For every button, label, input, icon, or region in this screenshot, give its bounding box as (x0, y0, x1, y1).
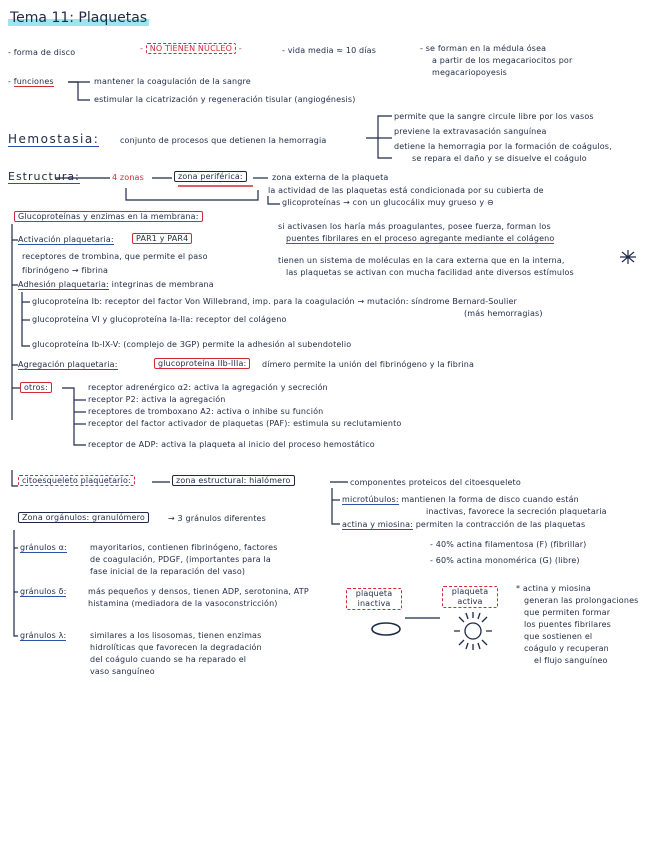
star-doodle (620, 250, 636, 264)
granulomero-text: Zona orgánulos: granulómero (18, 512, 149, 523)
zona-periferica-def: zona externa de la plaqueta (272, 173, 389, 182)
forma-text: forma de disco (13, 48, 76, 57)
alfa-3: fase inicial de la reparación del vaso) (90, 567, 246, 576)
formacion-line-3: megacariopoyesis (432, 68, 507, 77)
gp-item-2: glucoproteína VI y glucoproteína Ia-IIa: receptor del colágeno (32, 315, 287, 324)
granulomero-box (18, 513, 149, 523)
formacion-line-1: - se forman en la médula ósea (420, 44, 547, 53)
microtubulos-text-2: inactivas, favorece la secreción plaquetaria (426, 507, 607, 516)
gp-item-1: glucoproteína Ib: receptor del factor Von Willebrand, imp. para la coagulación → mutación: síndrome Bernard-Soulier (32, 297, 517, 306)
actina-label: actina y miosina: (342, 520, 413, 529)
lambda-4: vaso sanguíneo (90, 667, 155, 676)
estructura-note-6: las plaquetas se activan con mucha facilidad ante diversos estímulos (286, 268, 574, 277)
funciones-text: funciones (13, 77, 54, 86)
activacion-text-2: fibrinógeno → fibrina (22, 266, 109, 275)
hemostasia-item-2: previene la extravasación sanguínea (394, 127, 547, 136)
hemostasia-item-1: permite que la sangre circule libre por los vasos (394, 112, 594, 121)
page-title (8, 10, 149, 26)
adhesion-label (18, 280, 214, 290)
agregacion-label (18, 360, 118, 370)
estructura-note-4-text: puentes fibrilares en el proceso agregante mediante el colágeno (286, 234, 555, 243)
lambda-3: del coágulo cuando se ha reparado el (90, 655, 247, 664)
activacion-text: Activación plaquetaria: (18, 235, 114, 244)
actina-2-text: 60% actina monomérica (G) (libre) (435, 556, 580, 565)
activacion-box-text: PAR1 y PAR4 (132, 233, 192, 244)
zona-periferica (174, 172, 247, 182)
lambda-label (20, 631, 66, 641)
estructura-note-2: glicoproteínas → con un glucocálix muy grueso y ⊖ (282, 198, 494, 207)
granulos-def-text: 3 gránulos diferentes (177, 514, 266, 523)
platelet-note-6: coágulo y recuperan (524, 644, 609, 653)
citoesqueleto-def: componentes proteicos del citoesqueleto (350, 478, 521, 487)
delta-2: histamina (mediadora de la vasoconstricción) (88, 599, 278, 608)
actina-1: - 40% actina filamentosa (F) (fibrillar) (430, 540, 587, 549)
alfa-label (20, 543, 67, 553)
platelet-note-2: generan las prolongaciones (524, 596, 639, 605)
agregacion-box (154, 359, 250, 369)
formacion-line-2: a partir de los megacariocitos por (432, 56, 573, 65)
gp-item-3: glucoproteína Ib-IX-V: (complejo de 3GP) permite la adhesión al subendotelio (32, 340, 352, 349)
estructura-label (8, 170, 80, 183)
activacion-text-1: receptores de trombina, que permite el paso (22, 252, 208, 261)
platelet-note-3: que permiten formar (524, 608, 611, 617)
no-nucleo-text: NO TIENEN NÚCLEO (146, 43, 236, 54)
activacion-box (132, 234, 192, 244)
alfa-2: de coagulación, PDGF, (importantes para la (90, 555, 271, 564)
otros-item-5: receptor de ADP: activa la plaqueta al inicio del proceso hemostático (88, 440, 375, 449)
platelet-note-4: los puentes fibrilares (524, 620, 611, 629)
estructura-note-3: si activasen los haría más proagulantes, posee fuerza, forman los (278, 222, 551, 231)
hemostasia-item-3: detiene la hemorragia por la formación de coágulos, (394, 142, 612, 151)
zona-periferica-text: zona periférica: (174, 171, 247, 182)
actina-def: permiten la contracción de las plaquetas (415, 520, 586, 529)
cuatro-zonas: 4 zonas (112, 173, 144, 182)
formacion-text-1: se forman en la médula ósea (425, 44, 547, 53)
vida-media: - vida media ≈ 10 días (282, 46, 377, 55)
plaqueta-inactiva-text: plaqueta inactiva (346, 588, 402, 610)
title-text: Tema 11: Plaquetas (10, 10, 148, 26)
hemostasia-def: conjunto de procesos que detienen la hemorragia (120, 136, 327, 145)
forma-item: - forma de disco (8, 48, 76, 57)
delta-label (20, 587, 66, 597)
adhesion-def: integrinas de membrana (111, 280, 214, 289)
microtubulos-text-1: mantienen la forma de disco cuando están (401, 495, 579, 504)
agregacion-def: dímero permite la unión del fibrinógeno y la fibrina (262, 360, 475, 369)
granulos-def: → 3 gránulos diferentes (168, 514, 266, 523)
otros-label (20, 383, 52, 393)
delta-label-text: gránulos δ: (20, 587, 67, 596)
citoesqueleto-text: citoesqueleto plaquetario: (18, 475, 135, 486)
active-platelet-drawing (454, 612, 492, 650)
alfa-label-text: gránulos α: (20, 543, 67, 552)
agregacion-text: Agregación plaquetaria: (18, 360, 118, 369)
otros-item-4: receptor del factor activador de plaquetas (PAF): estimula su reclutamiento (88, 419, 402, 428)
funciones-label: - funciones (8, 77, 54, 86)
agregacion-box-text: glucoproteína IIb-IIIa: (154, 358, 250, 369)
funcion-2: estimular la cicatrización y regeneración tisular (angiogénesis) (94, 95, 356, 104)
actina (342, 520, 585, 530)
lambda-label-text: gránulos λ: (20, 631, 67, 640)
estructura-text: Estructura: (8, 170, 80, 183)
otros-item-3: receptores de tromboxano A2: activa o inhibe su función (88, 407, 324, 416)
adhesion-text: Adhesión plaquetaria: (18, 280, 109, 289)
no-nucleo-badge: - NO TIENEN NÚCLEO - (140, 44, 242, 53)
estructura-note-4 (286, 234, 554, 244)
funcion-1: mantener la coagulación de la sangre (94, 77, 251, 86)
platelet-note-5: que sostienen el (524, 632, 593, 641)
platelet-note-7: el flujo sanguíneo (534, 656, 608, 665)
plaqueta-activa-label (442, 586, 498, 608)
plaqueta-activa-text: plaqueta activa (442, 586, 498, 608)
vida-text: vida media ≈ 10 días (287, 46, 377, 55)
estructura-note-5: tienen un sistema de moléculas en la cara externa que en la interna, (278, 256, 565, 265)
activacion-label (18, 235, 114, 245)
inactive-platelet-drawing (372, 623, 400, 635)
microtubulos-label: microtúbulos: (342, 495, 399, 504)
actina-2: - 60% actina monomérica (G) (libre) (430, 556, 580, 565)
otros-text: otros: (20, 382, 52, 393)
gp-item-1b: (más hemorragias) (464, 309, 543, 318)
hialomero-box (172, 476, 295, 486)
alfa-1: mayoritarios, contienen fibrinógeno, factores (90, 543, 278, 552)
glico-header (14, 212, 203, 222)
hemostasia-label (8, 132, 99, 146)
estructura-note-1: la actividad de las plaquetas está condicionada por su cubierta de (268, 186, 544, 195)
hemostasia-item-4: se repara el daño y se disuelve el coágulo (412, 154, 587, 163)
glico-header-text: Glucoproteínas y enzimas en la membrana: (14, 211, 203, 222)
citoesqueleto-label (18, 476, 135, 486)
lambda-1: similares a los lisosomas, tienen enzimas (90, 631, 262, 640)
platelet-note-1-text: actina y miosina (522, 584, 591, 593)
delta-1: más pequeños y densos, tienen ADP, serotonina, ATP (88, 587, 309, 596)
lambda-2: hidrolíticas que favorecen la degradación (90, 643, 262, 652)
otros-item-1: receptor adrenérgico α2: activa la agregación y secreción (88, 383, 328, 392)
platelet-note-1: * actina y miosina (516, 584, 591, 593)
actina-1-text: 40% actina filamentosa (F) (fibrillar) (435, 540, 587, 549)
plaqueta-inactiva-label (346, 588, 402, 610)
microtubulos (342, 495, 579, 505)
hialomero-text: zona estructural: hialómero (172, 475, 295, 486)
hemostasia-text: Hemostasia: (8, 132, 100, 146)
otros-item-2: receptor P2: activa la agregación (88, 395, 226, 404)
